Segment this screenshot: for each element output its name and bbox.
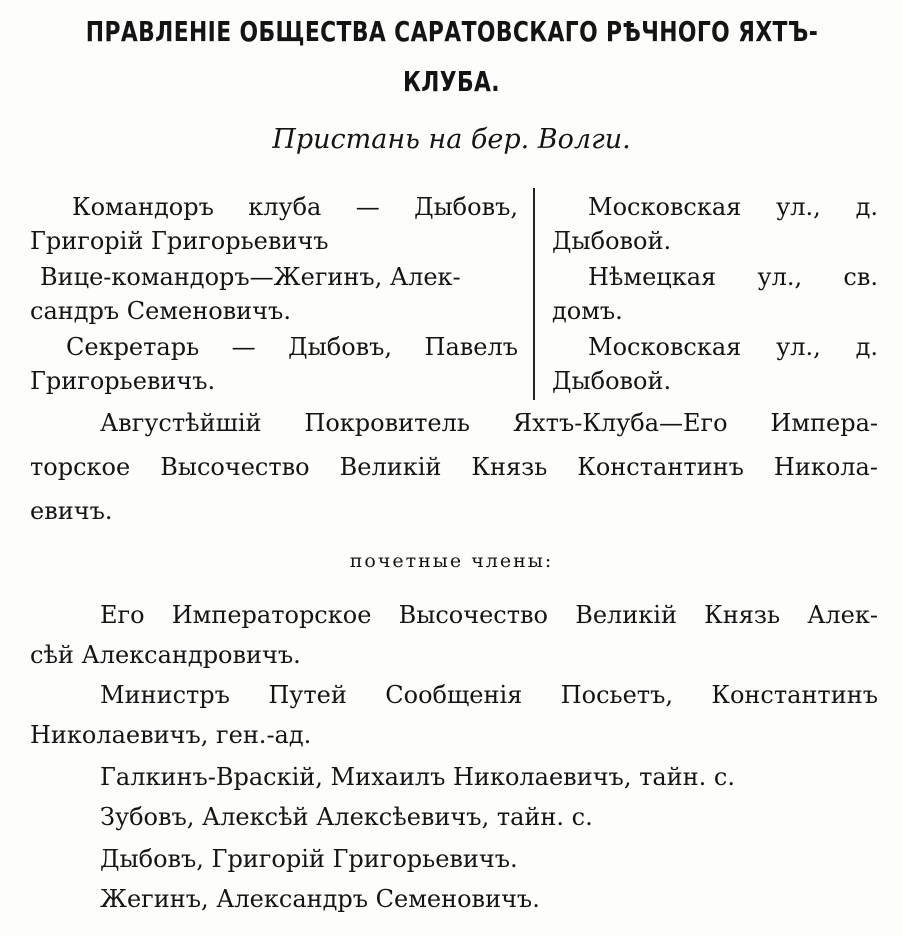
- word: ул.,: [776, 333, 821, 361]
- patron-line-3: евичъ.: [30, 497, 113, 525]
- word: Князь: [704, 601, 781, 629]
- column-divider: [533, 188, 535, 400]
- word: д.: [855, 333, 878, 361]
- officer-3-line-1: [66, 330, 518, 364]
- honorary-member-line: Галкинъ-Враскій, Михаилъ Николаевичъ, тайн. с.: [100, 763, 735, 791]
- honorary-member-line: Зубовъ, Алексѣй Алексѣевичъ, тайн. с.: [100, 803, 593, 831]
- word: торское: [30, 453, 131, 481]
- word: Московская: [588, 193, 742, 221]
- word: Высочество: [160, 453, 310, 481]
- officer-1-line-2: Григорій Григорьевичъ: [30, 227, 329, 255]
- word: ул.,: [776, 193, 821, 221]
- word: Нѣмецкая: [588, 263, 717, 291]
- word: клуба: [248, 193, 322, 221]
- officer-1-address-line-1: [588, 190, 878, 224]
- patron-line-1: [100, 406, 878, 440]
- word: Павелъ: [424, 333, 518, 361]
- officer-2-line-2: сандръ Семеновичъ.: [30, 297, 291, 325]
- word: Секретарь: [66, 333, 200, 361]
- title-line-1: ПРАВЛЕНІЕ ОБЩЕСТВА САРАТОВСКАГО РѢЧНОГО ЯХТЪ-: [85, 15, 819, 48]
- officer-3-address-line-1: [588, 330, 878, 364]
- officer-1-address-line-2: Дыбовой.: [552, 227, 672, 255]
- honorary-member-line: [100, 598, 878, 632]
- word: Константинъ: [577, 453, 744, 481]
- officer-2-line-1: Вице-командоръ—Жегинъ, Алек-: [40, 263, 461, 291]
- word: св.: [843, 263, 878, 291]
- honorary-member-line: сѣй Александровичъ.: [30, 641, 301, 669]
- honorary-member-line: Николаевичъ, ген.-ад.: [30, 721, 312, 749]
- word: Великій: [575, 601, 677, 629]
- word: Импера-: [770, 409, 878, 437]
- honorary-member-line: Дыбовъ, Григорій Григорьевичъ.: [100, 845, 518, 873]
- word: Дыбовъ,: [414, 193, 518, 221]
- word: Его: [100, 601, 145, 629]
- subtitle: Пристань на бер. Волги.: [272, 124, 631, 155]
- title-line-2: КЛУБА.: [402, 65, 501, 98]
- word: —: [231, 333, 256, 361]
- officer-2-address-line-1: [588, 260, 878, 294]
- word: Августѣйшій: [100, 409, 262, 437]
- word: Сообщенія: [385, 681, 523, 709]
- word: Алек-: [807, 601, 878, 629]
- word: Покровитель: [304, 409, 470, 437]
- word: Константинъ: [711, 681, 878, 709]
- word: Путей: [268, 681, 347, 709]
- word: д.: [855, 193, 878, 221]
- officer-1-line-1: [72, 190, 518, 224]
- word: Дыбовъ,: [288, 333, 393, 361]
- honorary-members-heading: почетные члены:: [349, 550, 554, 572]
- officer-3-address-line-2: Дыбовой.: [552, 367, 672, 395]
- word: Высочество: [398, 601, 548, 629]
- officer-3-line-2: Григорьевичъ.: [30, 367, 216, 395]
- word: Московская: [588, 333, 742, 361]
- honorary-member-line: Жегинъ, Александръ Семеновичъ.: [100, 885, 540, 913]
- word: Командоръ: [72, 193, 214, 221]
- word: ул.,: [757, 263, 803, 291]
- word: Посьетъ,: [560, 681, 673, 709]
- word: Министръ: [100, 681, 230, 709]
- word: —: [355, 193, 380, 221]
- officer-2-address-line-2: домъ.: [552, 297, 623, 325]
- word: Великій: [339, 453, 442, 481]
- patron-line-2: [30, 450, 878, 484]
- word: Императорское: [171, 601, 372, 629]
- word: Яхтъ-Клуба—Его: [512, 409, 728, 437]
- word: Князь: [471, 453, 548, 481]
- word: Никола-: [773, 453, 878, 481]
- honorary-member-line: [100, 678, 878, 712]
